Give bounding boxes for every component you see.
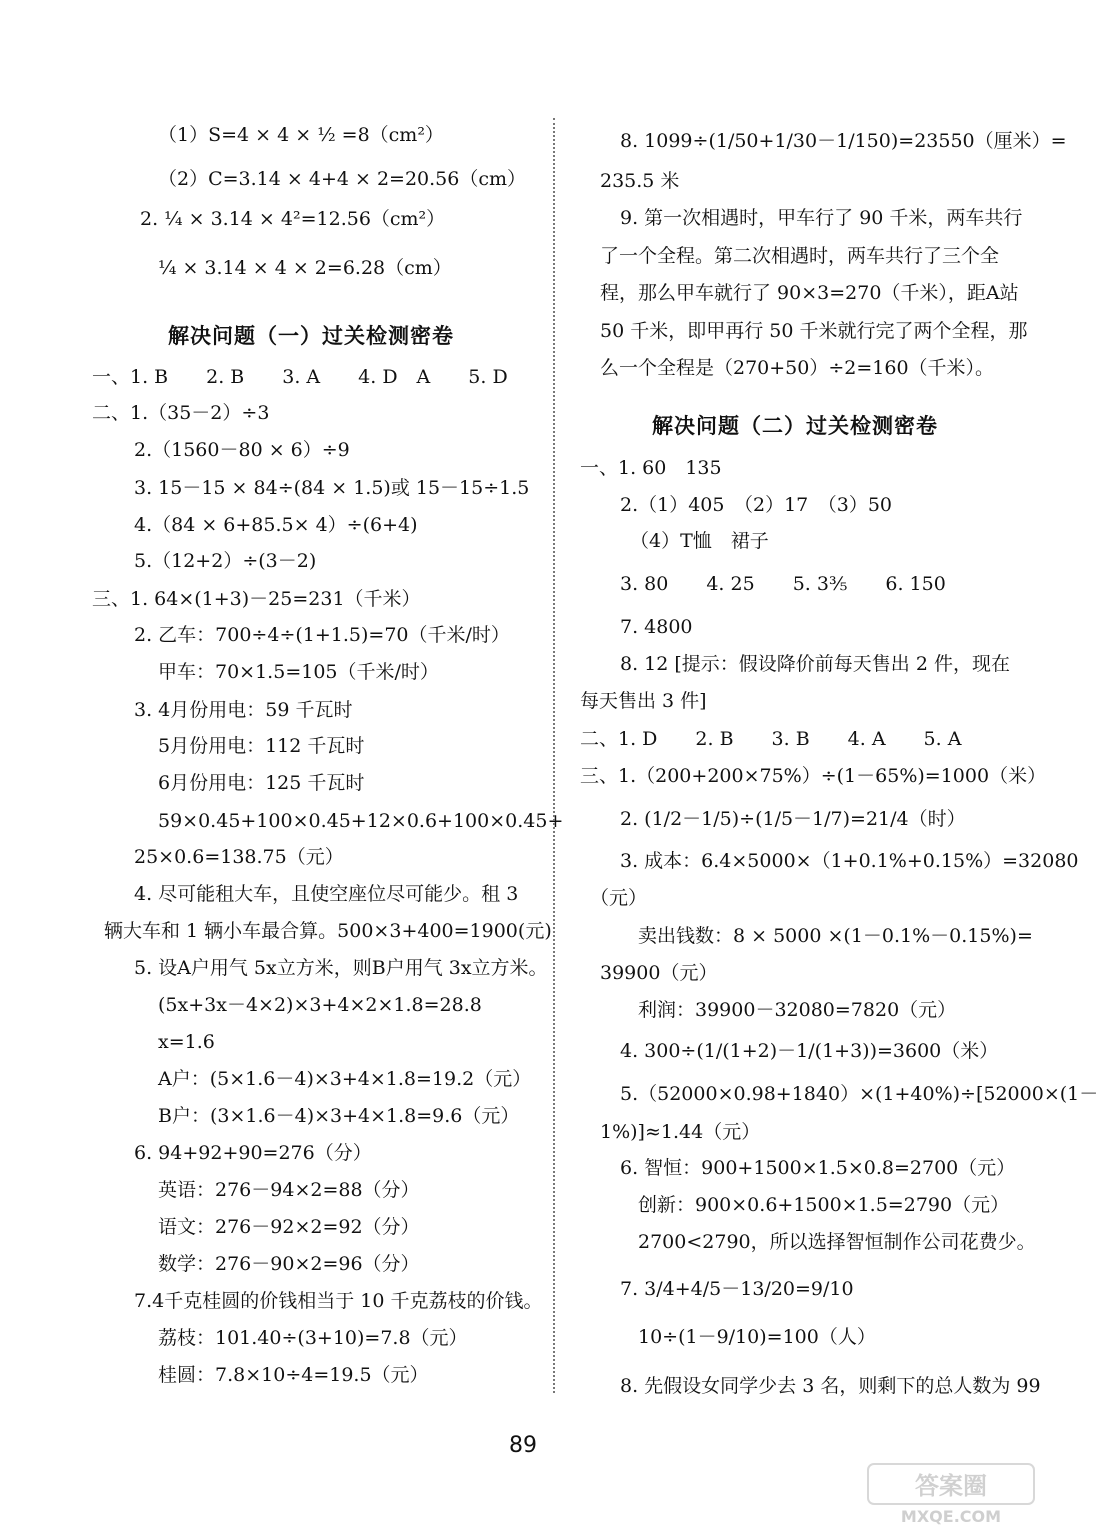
answer-line: 甲车：70×1.5=105（千米/时） [158,661,439,683]
answer-line: 3. 80 4. 25 5. 3⅗ 6. 150 [620,573,946,595]
answer-line: 程，那么甲车就行了 90×3=270（千米），距A站 [600,282,1019,304]
answer-line: 6月份用电：125 千瓦时 [158,772,365,794]
answer-line: 一、1. B 2. B 3. A 4. D A 5. D [92,366,508,388]
answer-line: 5. 设A户用气 5x立方米，则B户用气 3x立方米。 [134,957,548,979]
answer-line: 9. 第一次相遇时，甲车行了 90 千米，两车共行 [620,207,1023,229]
answer-line: 59×0.45+100×0.45+12×0.6+100×0.45+ [158,810,564,832]
answer-line: 4.（84 × 6+85.5× 4）÷(6+4) [134,514,418,536]
answer-line: B户：(3×1.6－4)×3+4×1.8=9.6（元） [158,1105,520,1127]
answer-line: (5x+3x－4×2)×3+4×2×1.8=28.8 [158,994,482,1016]
answer-line: 创新：900×0.6+1500×1.5=2790（元） [638,1194,1010,1216]
answer-line: 2. 乙车：700÷4÷(1+1.5)=70（千米/时） [134,624,510,646]
answer-line: 2. ¼ × 3.14 × 4²=12.56（cm²） [140,208,446,230]
answer-line: 二、1.（35－2）÷3 [92,402,270,424]
answer-line: 荔枝：101.40÷(3+10)=7.8（元） [158,1327,468,1349]
answer-line: 3. 4月份用电：59 千瓦时 [134,699,353,721]
answer-line: 2. (1/2－1/5)÷(1/5－1/7)=21/4（时） [620,808,966,830]
answer-line: 2.（1）405 （2）17 （3）50 [620,494,893,516]
watermark-logo [866,1462,1036,1528]
answer-line: x=1.6 [158,1031,215,1053]
answer-line: 英语：276－94×2=88（分） [158,1179,420,1201]
answer-line: 三、1.（200+200×75%）÷(1－65%)=1000（米） [580,765,1047,787]
answer-line: 2.（1560－80 × 6）÷9 [134,439,350,461]
answer-line: 25×0.6=138.75（元） [134,846,344,868]
answer-line: 利润：39900－32080=7820（元） [638,999,957,1021]
answer-line: 1%)]≈1.44（元） [600,1121,761,1143]
answer-line: 语文：276－92×2=92（分） [158,1216,420,1238]
answer-line: （元） [590,887,648,909]
answer-line: 235.5 米 [600,170,680,192]
answer-line: 5月份用电：112 千瓦时 [158,735,365,757]
answer-line: 7.4千克桂圆的价钱相当于 10 千克荔枝的价钱。 [134,1290,543,1312]
answer-line: 数学：276－90×2=96（分） [158,1253,420,1275]
answer-line: （4）T恤 裙子 [630,530,769,552]
answer-line: 8. 12 [提示：假设降价前每天售出 2 件，现在 [620,653,1010,675]
answer-line: 一、1. 60 135 [580,457,722,479]
section-heading: 解决问题（二）过关检测密卷 [652,414,938,438]
answer-line: 每天售出 3 件] [580,690,707,712]
answer-line: 50 千米，即甲再行 50 千米就行完了两个全程，那 [600,320,1028,342]
answer-line: 8. 1099÷(1/50+1/30－1/150)=23550（厘米）= [620,130,1067,152]
answer-line: 7. 4800 [620,616,693,638]
answer-line: 10÷(1－9/10)=100（人） [638,1326,876,1348]
answer-line: 卖出钱数：8 × 5000 ×(1－0.1%－0.15%)= [638,925,1033,947]
answer-line: （2）C=3.14 × 4+4 × 2=20.56（cm） [158,168,527,190]
answer-line: 二、1. D 2. B 3. B 4. A 5. A [580,728,962,750]
answer-line: 4. 300÷(1/(1+2)－1/(1+3))=3600（米） [620,1040,999,1062]
answer-line: 7. 3/4+4/5－13/20=9/10 [620,1278,854,1300]
answer-line: ¼ × 3.14 × 4 × 2=6.28（cm） [158,257,452,279]
answer-line: 2700<2790，所以选择智恒制作公司花费少。 [638,1231,1036,1253]
answer-line: 么一个全程是（270+50）÷2=160（千米）。 [600,357,995,379]
answer-line: 了一个全程。第二次相遇时，两车共行了三个全 [600,245,1000,267]
answer-line: （1）S=4 × 4 × ½ =8（cm²） [158,124,444,146]
answer-line: 3. 15－15 × 84÷(84 × 1.5)或 15－15÷1.5 [134,477,530,499]
svg-text:答案圈: 答案圈 [915,1472,987,1500]
answer-line: 6. 智恒：900+1500×1.5×0.8=2700（元） [620,1157,1016,1179]
answer-line: 39900（元） [600,962,718,984]
answer-line: A户：(5×1.6－4)×3+4×1.8=19.2（元） [158,1068,532,1090]
column-divider [553,118,555,1393]
answer-line: 5.（52000×0.98+1840）×(1+40%)÷[52000×(1－ [620,1083,1098,1105]
svg-text:MXQE.COM: MXQE.COM [900,1507,1002,1526]
answer-line: 6. 94+92+90=276（分） [134,1142,372,1164]
answer-line: 5.（12+2）÷(3－2) [134,550,317,572]
answer-line: 8. 先假设女同学少去 3 名，则剩下的总人数为 99 [620,1375,1041,1397]
answer-line: 辆大车和 1 辆小车最合算。500×3+400=1900(元) [104,920,552,942]
section-heading: 解决问题（一）过关检测密卷 [168,324,454,348]
answer-line: 3. 成本：6.4×5000×（1+0.1%+0.15%）=32080 [620,850,1079,872]
answer-line: 桂圆：7.8×10÷4=19.5（元） [158,1364,429,1386]
answer-line: 4. 尽可能租大车，且使空座位尽可能少。租 3 [134,883,519,905]
answer-line: 三、1. 64×(1+3)－25=231（千米） [92,588,421,610]
page-number: 89 [509,1433,537,1458]
